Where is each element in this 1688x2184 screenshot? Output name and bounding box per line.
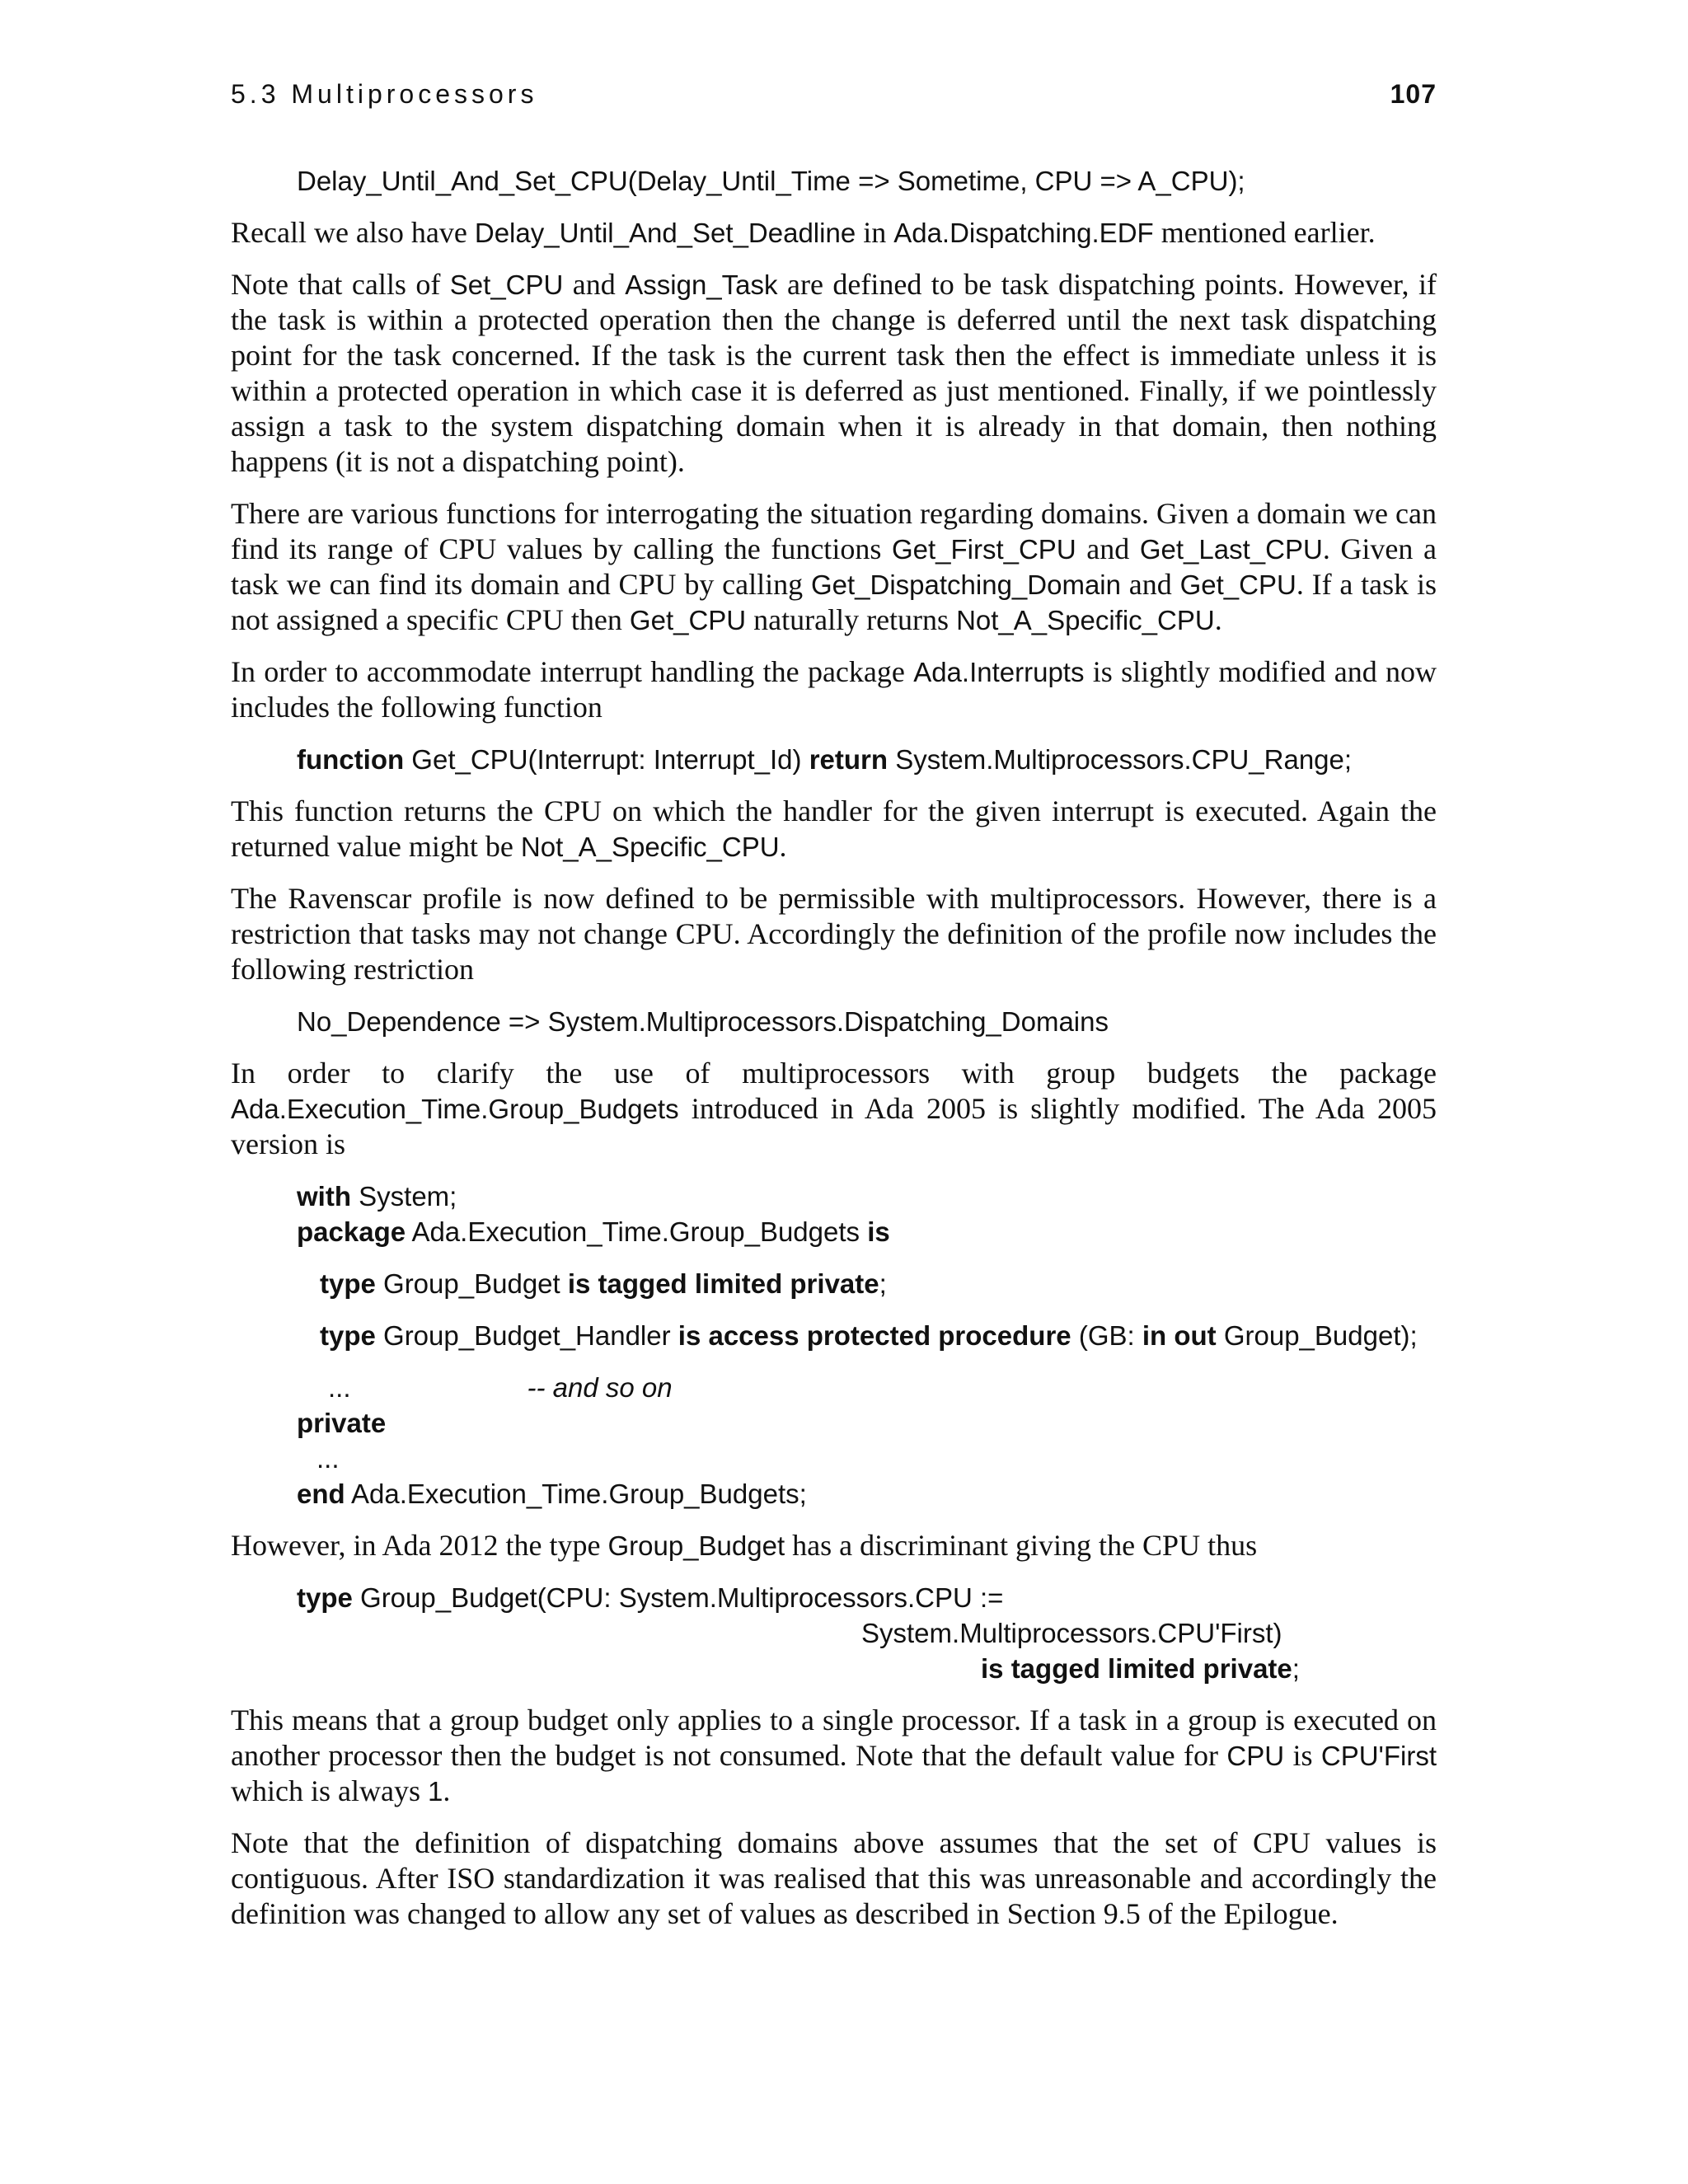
code-line: ... -- and so on xyxy=(328,1372,673,1403)
paragraph-ravenscar: The Ravenscar profile is now defined to be permissible with multiprocessors. However, there is a restriction that tasks may not change CPU. Accordingly the definition of the profile now includes the following restriction xyxy=(231,882,1437,986)
paragraph-group-budgets: In order to clarify the use of multiprocessors with group budgets the package Ada.Execution_Time.Group_Budgets introduced in Ada 2005 is slightly modified. The Ada 2005 version is xyxy=(231,1057,1437,1160)
code-line: private xyxy=(297,1408,387,1438)
paragraph-ada-2012-discriminant: However, in Ada 2012 the type Group_Budget has a discriminant giving the CPU thus xyxy=(231,1529,1258,1562)
paragraph-interrupt-handling: In order to accommodate interrupt handling the package Ada.Interrupts is slightly modified and now includes the following function xyxy=(231,655,1437,724)
paragraph-single-processor: This means that a group budget only applies to a single processor. If a task in a group is executed on another processor then the budget is not consumed. Note that the default value for CPU is CPU'First which is always 1. xyxy=(231,1704,1437,1807)
code-line: System.Multiprocessors.CPU'First) xyxy=(861,1618,1282,1648)
code-comment: -- and so on xyxy=(527,1372,673,1403)
code-line: with System; xyxy=(297,1181,457,1212)
code-line: type Group_Budget(CPU: System.Multiprocessors.CPU := xyxy=(297,1582,1004,1613)
running-header-section: 5.3 Multiprocessors xyxy=(231,79,538,109)
page-body xyxy=(231,163,1437,1948)
code-delay-until-and-set-cpu: Delay_Until_And_Set_CPU(Delay_Until_Time => Sometime, CPU => A_CPU); xyxy=(297,166,1245,196)
paragraph-recall: Recall we also have Delay_Until_And_Set_Deadline in Ada.Dispatching.EDF mentioned earlier. xyxy=(231,216,1376,249)
code-no-dependence: No_Dependence => System.Multiprocessors.Dispatching_Domains xyxy=(297,1006,1109,1037)
paragraph-dispatching-points: Note that calls of Set_CPU and Assign_Task are defined to be task dispatching points. However, if the task is within a protected operation then the change is deferred until the next task dispatching point for the task concerned. If the task is the current task then the effect is immediate unless it is within a protected operation in which case it is deferred as just mentioned. Finally, if we pointlessly assign a task to the system dispatching domain when it is already in that domain, then nothing happens (it is not a dispatching point). xyxy=(231,268,1437,478)
paragraph-interrogating-domains: There are various functions for interrogating the situation regarding domains. Given a domain we can find its range of CPU values by calling the functions Get_First_CPU and Get_Last_CPU. Given a task we can find its domain and CPU by calling Get_Dispatching_Domain and Get_CPU. If a task is not assigned a specific CPU then Get_CPU naturally returns Not_A_Specific_CPU. xyxy=(231,497,1437,636)
code-line: type Group_Budget is tagged limited private; xyxy=(320,1268,887,1299)
paragraph-contiguous-cpu-values: Note that the definition of dispatching domains above assumes that the set of CPU values is contiguous. After ISO standardization it was realised that this was unreasonable and accordingly the definition was changed to allow any set of values as described in Section 9.5 of the Epilogue. xyxy=(231,1826,1437,1930)
code-line: is tagged limited private; xyxy=(981,1653,1300,1684)
paragraph-handler-cpu: This function returns the CPU on which the handler for the given interrupt is executed. Again the returned value might be Not_A_Specific_CPU. xyxy=(231,794,1437,863)
code-group-budget-type xyxy=(231,1580,1437,1686)
code-line: package Ada.Execution_Time.Group_Budgets is xyxy=(297,1216,890,1247)
code-line: end Ada.Execution_Time.Group_Budgets; xyxy=(297,1479,807,1509)
code-line: ... xyxy=(316,1443,340,1474)
code-line: type Group_Budget_Handler is access protected procedure (GB: in out Group_Budget); xyxy=(320,1320,1418,1351)
code-group-budgets-package xyxy=(231,1179,1437,1511)
page-number: 107 xyxy=(1390,79,1437,109)
code-get-cpu-function: function Get_CPU(Interrupt: Interrupt_Id) return System.Multiprocessors.CPU_Range; xyxy=(297,744,1353,775)
